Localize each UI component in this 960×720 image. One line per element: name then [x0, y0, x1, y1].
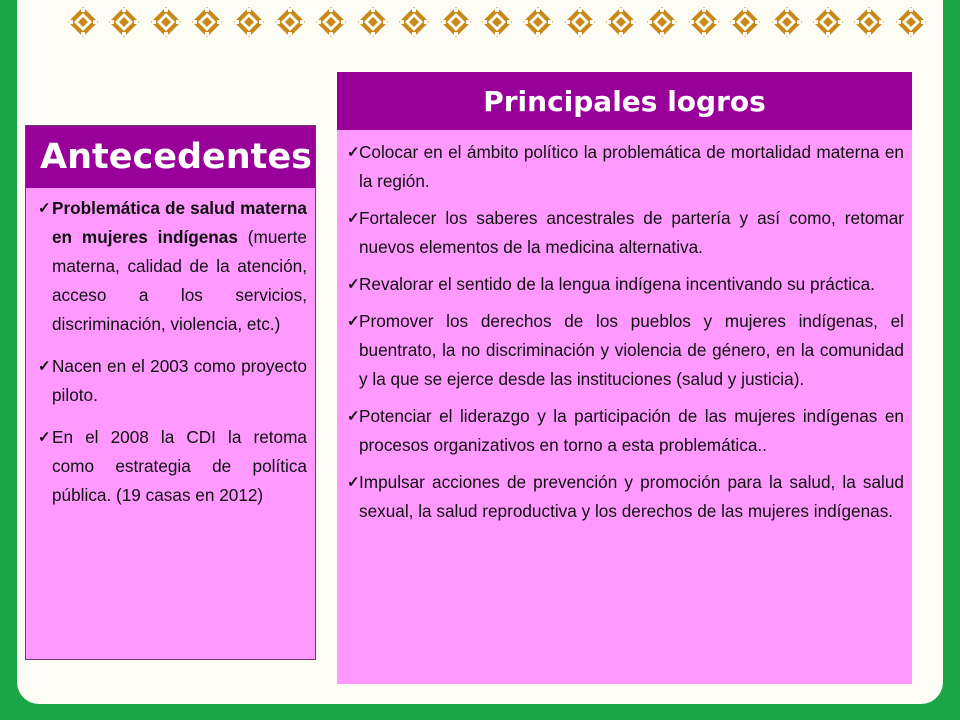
list-item: [347, 468, 904, 526]
antecedentes-title: Antecedentes: [26, 126, 315, 188]
diamond-ornament-icon: [481, 6, 513, 38]
diamond-ornament-icon: [233, 6, 265, 38]
diamond-ornament-icon: [357, 6, 389, 38]
diamond-ornament-icon: [812, 6, 844, 38]
list-item: [38, 194, 307, 339]
logros-panel: [337, 72, 912, 684]
diamond-ornament-icon: [274, 6, 306, 38]
diamond-ornament-icon: [771, 6, 803, 38]
diamond-ornament-icon: [688, 6, 720, 38]
list-item: [347, 138, 904, 196]
check-icon: ✓: [347, 313, 360, 330]
diamond-ornament-icon: [67, 6, 99, 38]
diamond-ornament-icon: [646, 6, 678, 38]
list-item: [347, 270, 904, 299]
check-icon: ✓: [347, 144, 360, 161]
logros-list: [337, 130, 912, 526]
diamond-ornament-icon: [895, 6, 927, 38]
check-icon: ✓: [38, 358, 51, 375]
antecedentes-panel: [25, 125, 316, 660]
diamond-ornament-icon: [605, 6, 637, 38]
diamond-ornament-icon: [564, 6, 596, 38]
list-item: [347, 307, 904, 394]
list-item-text: Impulsar acciones de prevención y promoción para la salud, la salud sexual, la salud reproductiva y los derechos de las mujeres indígenas.: [359, 472, 904, 521]
diamond-ornament-icon: [191, 6, 223, 38]
list-item-bold: Problemática de salud materna en mujeres indígenas: [52, 198, 307, 247]
diamond-ornament-icon: [440, 6, 472, 38]
list-item-text: Nacen en el 2003 como proyecto piloto.: [52, 356, 307, 405]
ornament-border: [67, 6, 927, 38]
check-icon: ✓: [347, 408, 360, 425]
diamond-ornament-icon: [150, 6, 182, 38]
list-item: [38, 352, 307, 410]
list-item-text: Revalorar el sentido de la lengua indígena incentivando su práctica.: [359, 274, 875, 294]
logros-title: Principales logros: [337, 72, 912, 130]
diamond-ornament-icon: [522, 6, 554, 38]
list-item: [347, 204, 904, 262]
diamond-ornament-icon: [315, 6, 347, 38]
list-item: [38, 423, 307, 510]
check-icon: ✓: [347, 210, 360, 227]
check-icon: ✓: [38, 429, 51, 446]
list-item-text: En el 2008 la CDI la retoma como estrategia de política pública. (19 casas en 2012): [52, 427, 307, 505]
antecedentes-list: [26, 188, 315, 510]
diamond-ornament-icon: [729, 6, 761, 38]
list-item-text: Promover los derechos de los pueblos y mujeres indígenas, el buentrato, la no discriminación y violencia de género, en la comunidad y la que se ejerce desde las instituciones (salud y justicia).: [359, 311, 904, 389]
list-item-text: Colocar en el ámbito político la problemática de mortalidad materna en la región.: [359, 142, 904, 191]
check-icon: ✓: [347, 474, 360, 491]
diamond-ornament-icon: [398, 6, 430, 38]
check-icon: ✓: [38, 200, 51, 217]
list-item-text: (muerte materna, calidad de la atención, acceso a los servicios, discriminación, violencia, etc.): [52, 227, 307, 334]
list-item-text: Potenciar el liderazgo y la participación de las mujeres indígenas en procesos organizativos en torno a esta problemática..: [359, 406, 904, 455]
list-item: [347, 402, 904, 460]
diamond-ornament-icon: [853, 6, 885, 38]
diamond-ornament-icon: [108, 6, 140, 38]
list-item-text: Fortalecer los saberes ancestrales de partería y así como, retomar nuevos elementos de la medicina alternativa.: [359, 208, 904, 257]
check-icon: ✓: [347, 276, 360, 293]
